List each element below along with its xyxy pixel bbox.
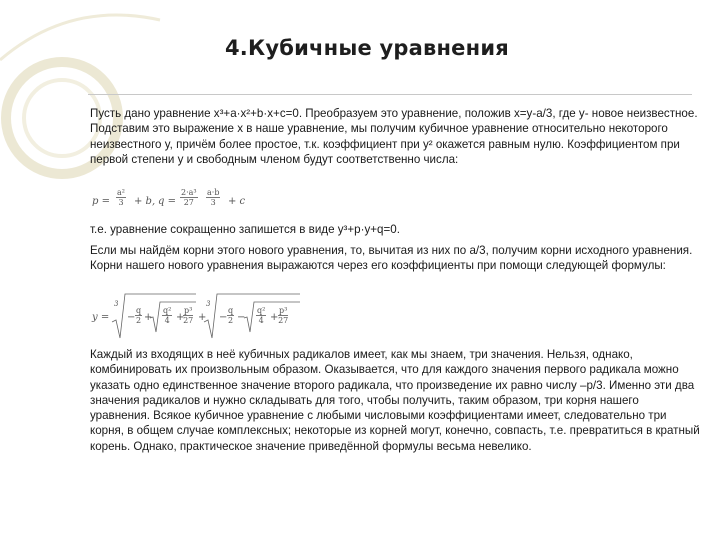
- frac-num: q: [228, 306, 234, 315]
- plus-sign-4: +: [270, 312, 279, 323]
- frac-num: p³: [279, 306, 288, 315]
- decor-ring-small: [24, 80, 100, 156]
- frac-num: q²: [257, 306, 266, 315]
- plus-sign-1: +: [144, 312, 153, 323]
- formula-y-lhs: y =: [92, 312, 110, 323]
- formula-plus-c: + c: [228, 196, 246, 207]
- frac-num: 2·a³: [181, 188, 197, 197]
- page-title: 4.Кубичные уравнения: [225, 36, 509, 60]
- frac-den: 27: [183, 198, 194, 207]
- frac-den: 2: [228, 316, 234, 325]
- fraction-q2-4: [162, 306, 172, 325]
- frac-den: 4: [258, 316, 264, 325]
- frac-num: a²: [117, 188, 125, 197]
- minus-sign-3: −: [237, 312, 246, 323]
- formula-cardano: [92, 292, 307, 344]
- paragraph-radicals: Каждый из входящих в неё кубичных радикалов имеет, как мы знаем, три значения. Нельзя, однако, комбинировать их произвольным образом. Оказывается, что для каждого значения первого радикала можно указать одно единственное значение второго радикала, что произведение их равно числу –p/3. Именно эти два значения радикалов и нужно складывать для того, чтобы получить, таким образом, три корня нашего уравнения. Всякое кубичное уравнение с любыми числовыми коэффициентами имеет, следовательно три корня, в общем случае комплексных; некоторые из корней могут, конечно, совпасть, т.е. превратиться в кратный корень. Однако, практическое значение приведённой формулы весьма невелико.: [90, 348, 700, 453]
- plus-sign-3: +: [198, 312, 207, 323]
- frac-num: q²: [163, 306, 172, 315]
- formula-plus-b: + b,: [134, 196, 156, 207]
- fraction-q-2b: [227, 306, 234, 325]
- fraction-ab-3: [206, 188, 220, 207]
- formula-q-lhs: q =: [158, 196, 176, 207]
- paragraph-reduced-form: т.е. уравнение сокращенно запишется в виде y³+p·y+q=0.: [90, 223, 400, 236]
- title-divider: [88, 94, 692, 95]
- minus-sign-1: −: [127, 312, 136, 323]
- formula-p-lhs: p =: [92, 196, 110, 207]
- cube-index-2: 3: [206, 300, 211, 308]
- fraction-2a3-27: [180, 188, 198, 207]
- cube-index-1: 3: [114, 300, 119, 308]
- fraction-p3-27: [183, 306, 193, 325]
- fraction-a2-3: [116, 188, 126, 207]
- minus-sign-2: −: [219, 312, 228, 323]
- frac-num: q: [136, 306, 142, 315]
- fraction-q-2: [135, 306, 142, 325]
- formula-coefficients: [92, 188, 246, 214]
- plus-sign-2: +: [176, 312, 185, 323]
- frac-den: 27: [183, 316, 194, 325]
- frac-den: 27: [278, 316, 289, 325]
- frac-den: 3: [118, 198, 124, 207]
- paragraph-roots: Если мы найдём корни этого нового уравнения, то, вычитая из них по a/3, получим корни исходного уравнения. Корни нашего нового уравнения выражаются через его коэффициенты при помощи следующей формулы:: [90, 244, 693, 273]
- fraction-p3-27b: [278, 306, 288, 325]
- frac-num: p³: [184, 306, 193, 315]
- decor-arc: [0, 15, 160, 60]
- frac-den: 3: [210, 198, 216, 207]
- frac-den: 2: [136, 316, 142, 325]
- frac-den: 4: [164, 316, 170, 325]
- paragraph-intro: Пусть дано уравнение x³+a·x²+b·x+c=0. Преобразуем это уравнение, положив x=y-a/3, где y- новое неизвестное. Подставим это выражение x в наше уравнение, мы получим кубичное уравнение относительно некоторого неизвестного y, причём более простое, т.к. коэффициент при y² окажется равным нулю. Коэффициентом при первой степени y и свободным членом будут соответственно числа:: [90, 107, 698, 166]
- fraction-q2-4b: [256, 306, 266, 325]
- frac-num: a·b: [207, 188, 220, 197]
